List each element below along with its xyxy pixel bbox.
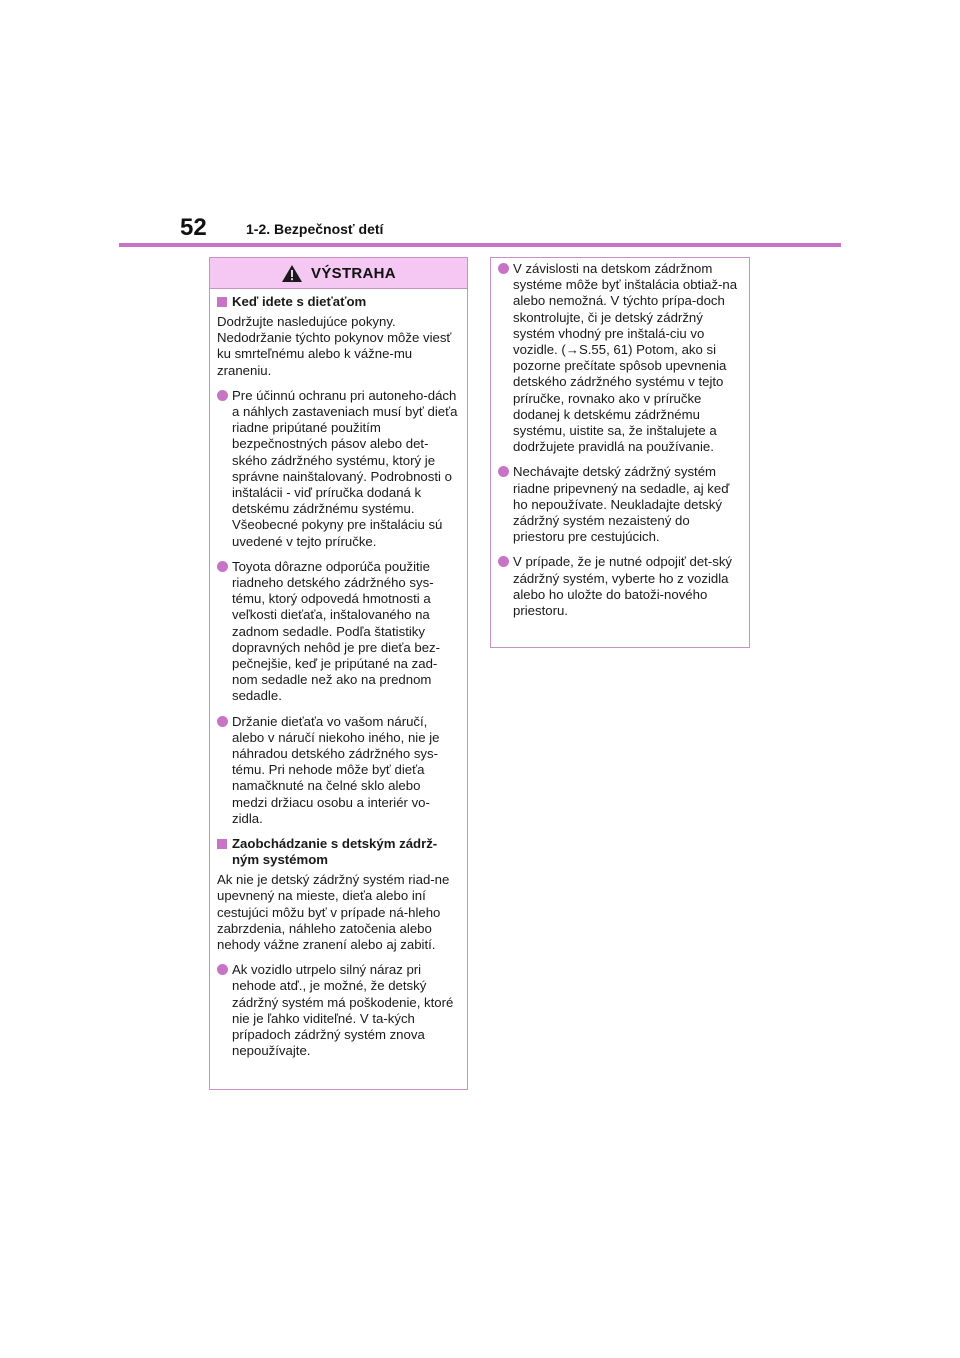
round-bullet-icon (498, 466, 509, 477)
round-bullet-icon (498, 263, 509, 274)
section-heading (217, 836, 458, 868)
list-item-text: Držanie dieťaťa vo vašom náručí, alebo v náručí niekoho iného, nie je náhradou detského zádržného sys-tému. Pri nehode môže byť dieťa namačknuté na čelné sklo alebo medzi držiacu osobu a interiér vo-zidla. (232, 713, 440, 826)
section-intro: Ak nie je detský zádržný systém riad-ne upevnený na mieste, dieťa alebo iní cestujúci môžu byť v prípade ná-hleho zabrzdenia, náhleho zatočenia alebo nehody vážne zranení alebo aj zabití. (217, 872, 450, 952)
continuation-body (491, 258, 749, 634)
round-bullet-icon (217, 390, 228, 401)
round-bullet-icon (217, 964, 228, 975)
list-item-text: V závislosti na detskom zádržnom systéme môže byť inštalácia obtiaž-na alebo nemožná. V týchto prípa-doch skontrolujte, či je detský zádržný systém vhodný pre inštalá-ciu vo vozidle. (→S.55, 61) Potom, ako si pozorne prečítate spôsob upevnenia detského zádržného systému v tejto príručke, rovnako ako v príručke dodanej k detskému zádržnému systému, uistite sa, že inštalujete a dodržujete pravidlá na používanie. (513, 261, 738, 455)
warning-header (210, 258, 467, 289)
round-bullet-icon (217, 716, 228, 727)
warning-box (209, 257, 468, 1090)
header-rule (119, 243, 841, 247)
list-item-text: Ak vozidlo utrpelo silný náraz pri nehode atď., je možné, že detský zádržný systém má poškodenie, ktoré nie je ľahko viditeľné. V ta-kých prípadoch zádržný systém znova nepoužívajte. (232, 962, 454, 1059)
list-item (217, 714, 458, 827)
list-item (498, 261, 740, 455)
section-heading (217, 294, 458, 310)
list-item (217, 388, 458, 550)
section-heading-text: Zaobchádzanie s detským zádrž-ným systémom (232, 836, 438, 868)
round-bullet-icon (498, 556, 509, 567)
list-item-text: Nechávajte detský zádržný systém riadne pripevnený na sedadle, aj keď ho nepoužívate. Neukladajte detský zádržný systém nezaistený do priestoru pre cestujúcich. (513, 464, 730, 545)
list-item-text: Toyota dôrazne odporúča použitie riadneho detského zádržného sys-tému, ktorý odpovedá hmotnosti a veľkosti dieťaťa, inštalovaného na zadnom sedadle. Podľa štatistiky dopravných nehôd je pre dieťa bez-pečnejšie, keď je pripútané na zad-nom sedadle než ako na prednom sedadle. (232, 558, 441, 704)
warning-triangle-icon (281, 264, 303, 283)
section-heading-text: Keď idete s dieťaťom (232, 294, 367, 309)
page-number: 52 (180, 214, 207, 241)
list-item (217, 559, 458, 705)
warning-body (210, 289, 467, 1074)
square-bullet-icon (217, 839, 227, 849)
square-bullet-icon (217, 297, 227, 307)
list-item-text: Pre účinnú ochranu pri autoneho-dách a náhlych zastaveniach musí byť dieťa riadne pripútané použitím bezpečnostných pásov alebo det-ského zádržného systému, ktorý je správne nainštalovaný. Podrobnosti o inštalácii - viď príručka dodaná k detskému zádržnému systému. Všeobecné pokyny pre inštaláciu sú uvedené v tejto príručke. (232, 387, 458, 549)
warning-continuation-box (490, 257, 750, 648)
section-title: 1-2. Bezpečnosť detí (246, 221, 384, 237)
list-item (217, 962, 458, 1059)
warning-title: VÝSTRAHA (311, 264, 396, 282)
section-intro: Dodržujte nasledujúce pokyny. Nedodržanie týchto pokynov môže viesť ku smrteľnému alebo k vážne-mu zraneniu. (217, 314, 452, 378)
list-item-text: V prípade, že je nutné odpojiť det-ský zádržný systém, vyberte ho z vozidla alebo ho uložte do batoži-nového priestoru. (513, 554, 733, 619)
list-item (498, 554, 740, 619)
round-bullet-icon (217, 561, 228, 572)
list-item (498, 464, 740, 545)
